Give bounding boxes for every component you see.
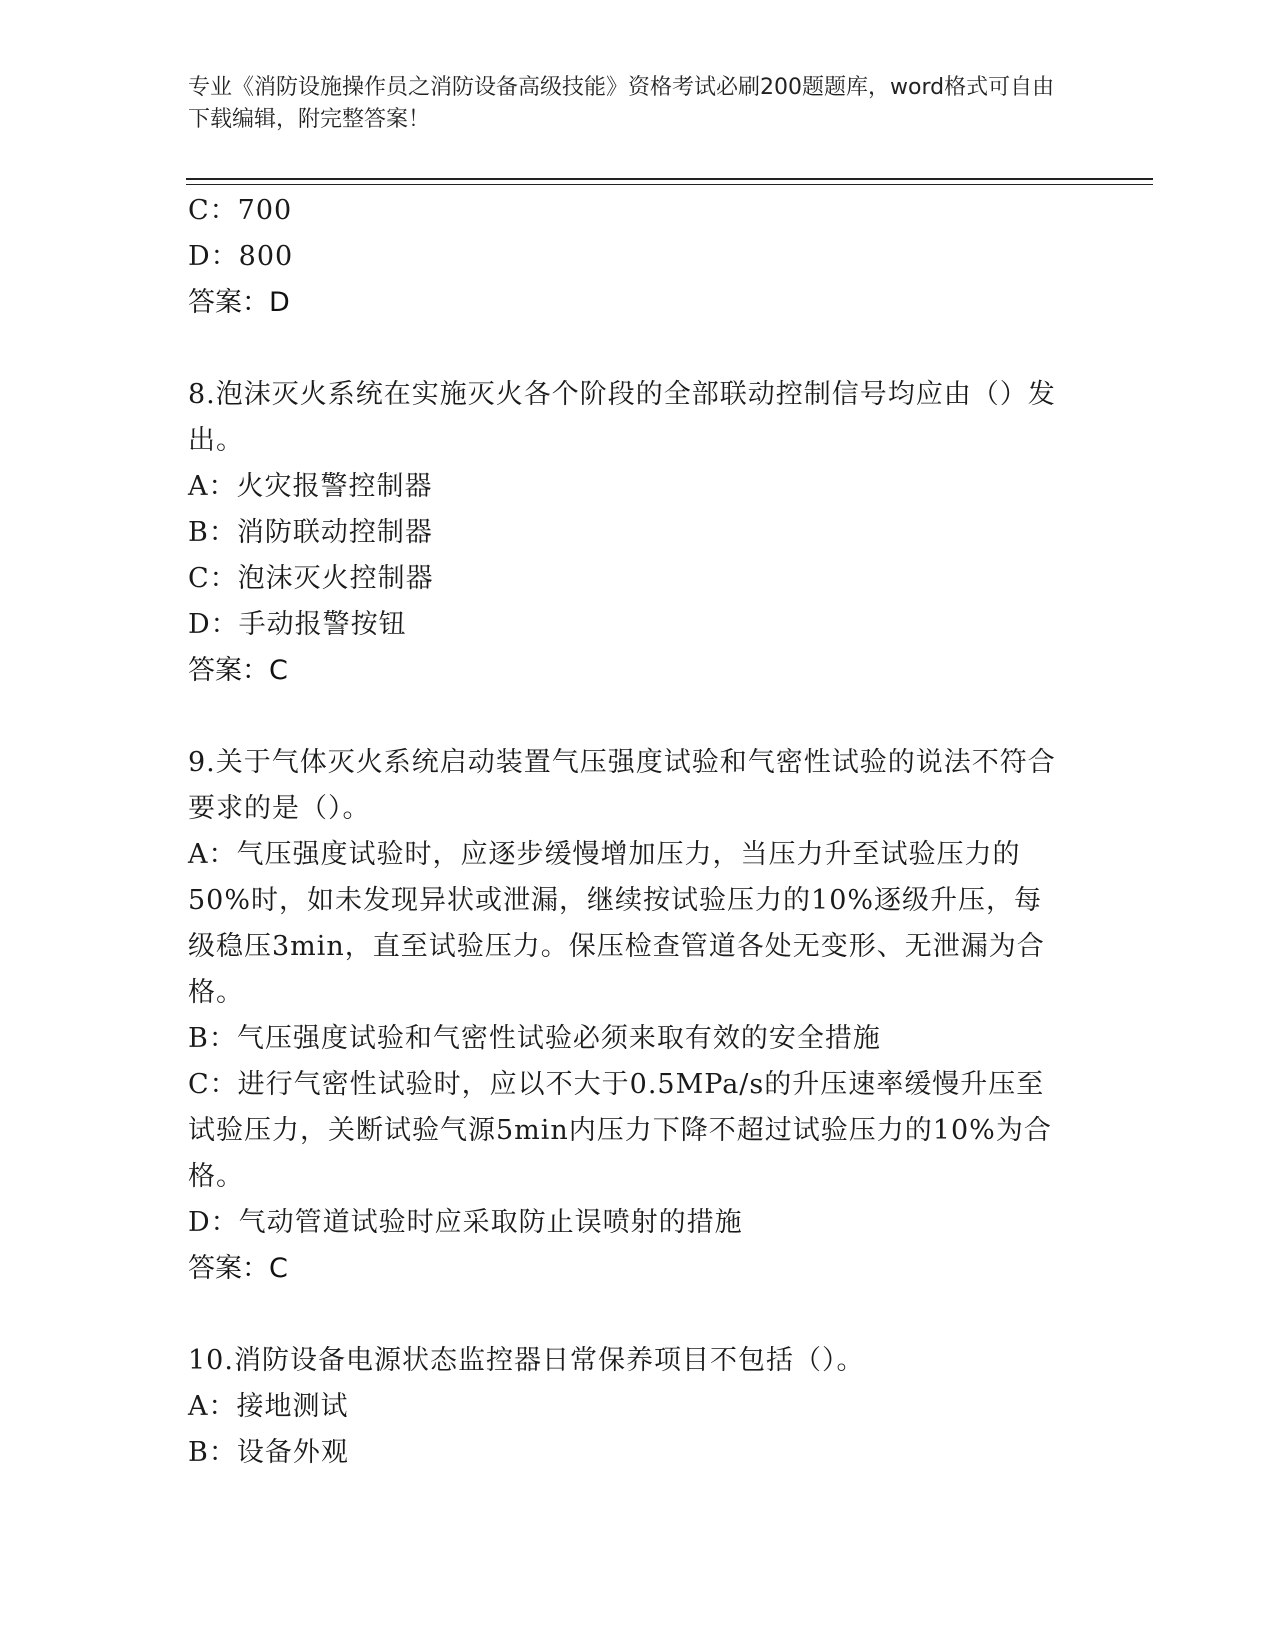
- document-header: 专业《消防设施操作员之消防设备高级技能》资格考试必刷200题题库，word格式可自由下载编辑，附完整答案！: [188, 75, 1055, 132]
- option-b: B：消防联动控制器: [188, 517, 433, 548]
- option-a: A：气压强度试验时，应逐步缓慢增加压力，当压力升至试验压力的50%时，如未发现异状或泄漏，继续按试验压力的10%逐级升压，每级稳压3min，直至试验压力。保压检查管道各处无变形、无泄漏为合格。: [188, 839, 1045, 1008]
- option-d: D：800: [188, 241, 294, 272]
- question-stem: 9.关于气体灭火系统启动装置气压强度试验和气密性试验的说法不符合要求的是（）。: [188, 747, 1056, 824]
- option-c: C：进行气密性试验时，应以不大于0.5MPa/s的升压速率缓慢升压至试验压力，关断试验气源5min内压力下降不超过试验压力的10%为合格。: [188, 1069, 1052, 1192]
- option-b: B：气压强度试验和气密性试验必须来取有效的安全措施: [188, 1023, 881, 1054]
- question-7-remainder: [188, 188, 1068, 326]
- question-stem: 10.消防设备电源状态监控器日常保养项目不包括（）。: [188, 1345, 865, 1376]
- option-a: A：接地测试: [188, 1391, 349, 1422]
- question-9: [188, 740, 1068, 1292]
- option-d: D：手动报警按钮: [188, 609, 407, 640]
- option-b: B：设备外观: [188, 1437, 349, 1468]
- answer-line: 答案：C: [188, 1253, 288, 1284]
- answer-line: 答案：D: [188, 287, 290, 318]
- header-divider: [186, 178, 1153, 180]
- question-10: [188, 1338, 1068, 1476]
- question-list: [188, 188, 1068, 1476]
- question-stem: 8.泡沫灭火系统在实施灭火各个阶段的全部联动控制信号均应由（）发出。: [188, 379, 1056, 456]
- question-8: [188, 372, 1068, 694]
- header-divider-thin: [186, 184, 1153, 185]
- option-c: C：泡沫灭火控制器: [188, 563, 434, 594]
- option-c: C：700: [188, 195, 293, 226]
- option-d: D：气动管道试验时应采取防止误喷射的措施: [188, 1207, 743, 1238]
- option-a: A：火灾报警控制器: [188, 471, 433, 502]
- answer-line: 答案：C: [188, 655, 288, 686]
